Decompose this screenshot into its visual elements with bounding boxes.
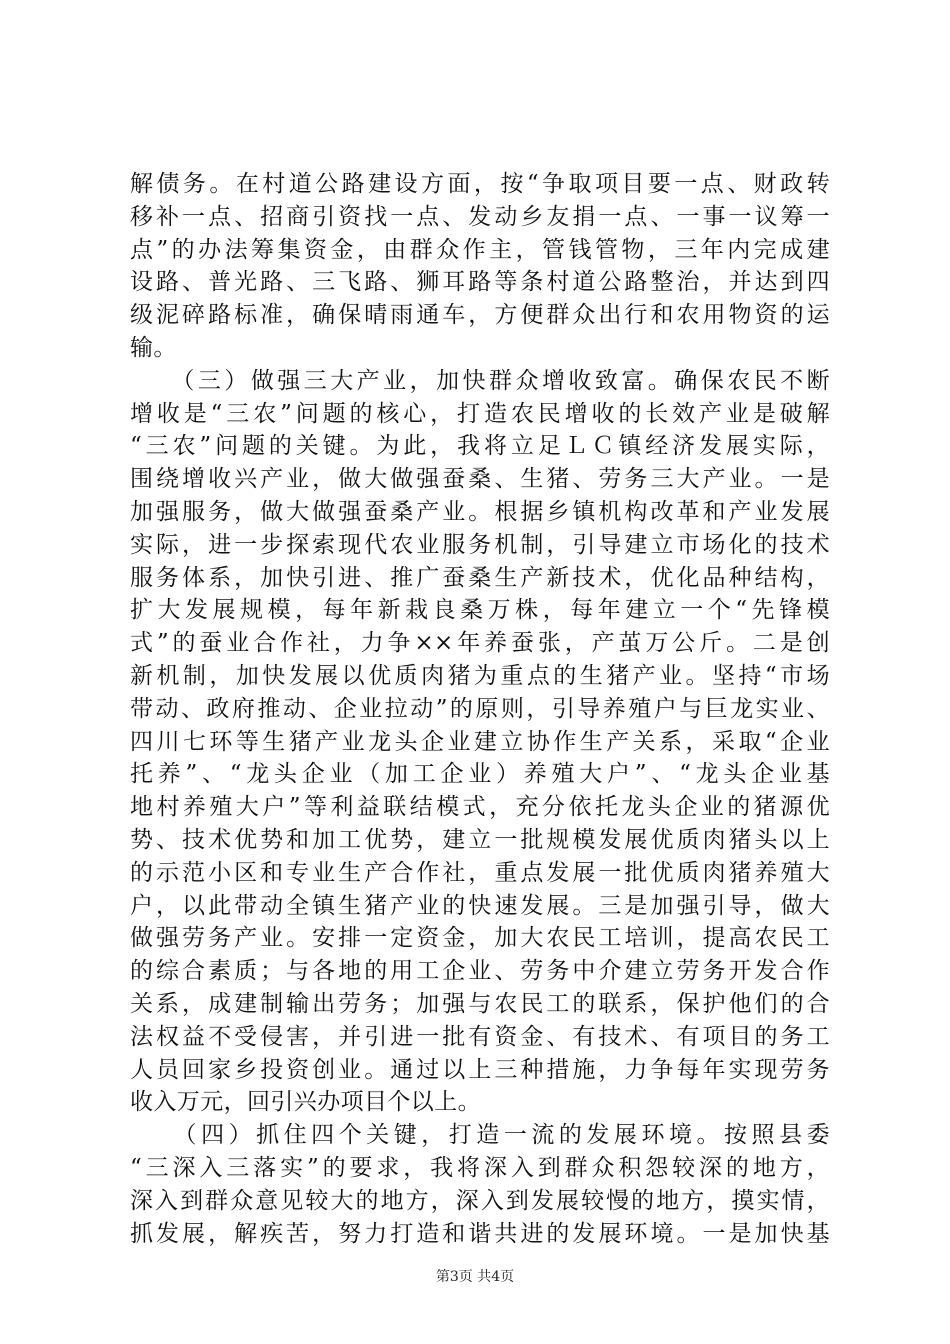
text-line: 点”的办法筹集资金，由群众作主，管钱管物，三年内完成建 — [130, 236, 830, 263]
text-line: 的示范小区和专业生产合作社，重点发展一批优质肉猪养殖大 — [130, 859, 830, 886]
text-line: 人员回家乡投资创业。通过以上三种措施，力争每年实现劳务 — [130, 1056, 830, 1083]
text-line: 深入到群众意见较大的地方，深入到发展较慢的地方，摸实情， — [130, 1187, 830, 1214]
text-line: 设路、普光路、三飞路、狮耳路等条村道公路整治，并达到四 — [130, 269, 830, 296]
text-line: 服务体系，加快引进、推广蚕桑生产新技术，优化品种结构， — [130, 564, 830, 591]
text-line: 移补一点、招商引资找一点、发动乡友捐一点、一事一议筹一 — [130, 203, 830, 230]
text-line: 地村养殖大户”等利益联结模式，充分依托龙头企业的猪源优 — [130, 794, 830, 821]
text-line: 带动、政府推动、企业拉动”的原则，引导养殖户与巨龙实业、 — [130, 695, 830, 722]
text-line: 实际，进一步探索现代农业服务机制，引导建立市场化的技术 — [130, 531, 830, 558]
document-body — [130, 168, 830, 1250]
text-line: 关系，成建制输出劳务；加强与农民工的联系，保护他们的合 — [130, 990, 830, 1017]
text-line: （三）做强三大产业，加快群众增收致富。确保农民不断 — [130, 367, 830, 394]
text-line: 四川七环等生猪产业龙头企业建立协作生产关系，采取“企业 — [130, 728, 830, 755]
text-line: 户，以此带动全镇生猪产业的快速发展。三是加强引导，做大 — [130, 892, 830, 919]
text-line: 抓发展，解疾苦，努力打造和谐共进的发展环境。一是加快基 — [130, 1220, 830, 1247]
text-line: 输。 — [130, 334, 177, 361]
text-line: 新机制，加快发展以优质肉猪为重点的生猪产业。坚持“市场 — [130, 662, 830, 689]
text-line: 扩大发展规模，每年新栽良桑万株，每年建立一个“先锋模 — [130, 597, 830, 624]
text-line: “三农”问题的关键。为此，我将立足ＬＣ镇经济发展实际， — [130, 433, 830, 460]
text-line: 式”的蚕业合作社，力争××年养蚕张，产茧万公斤。二是创 — [130, 630, 830, 657]
text-line: 解债务。在村道公路建设方面，按“争取项目要一点、财政转 — [130, 171, 830, 197]
text-line: 托养”、“龙头企业（加工企业）养殖大户”、“龙头企业基 — [130, 761, 830, 788]
text-line: 势、技术优势和加工优势，建立一批规模发展优质肉猪头以上 — [130, 826, 830, 853]
text-line: （四）抓住四个关键，打造一流的发展环境。按照县委 — [130, 1122, 830, 1149]
text-line: 增收是“三农”问题的核心，打造农民增收的长效产业是破解 — [130, 400, 830, 427]
text-line: 收入万元，回引兴办项目个以上。 — [130, 1089, 481, 1116]
text-line: “三深入三落实”的要求，我将深入到群众积怨较深的地方， — [130, 1154, 830, 1181]
text-line: 加强服务，做大做强蚕桑产业。根据乡镇机构改革和产业发展 — [130, 498, 830, 525]
text-line: 法权益不受侵害，并引进一批有资金、有技术、有项目的务工 — [130, 1023, 830, 1050]
text-line: 级泥碎路标准，确保晴雨通车，方便群众出行和农用物资的运 — [130, 302, 830, 329]
page-footer: 第3页 共4页 — [435, 1269, 515, 1285]
text-line: 的综合素质；与各地的用工企业、劳务中介建立劳务开发合作 — [130, 958, 830, 985]
text-line: 围绕增收兴产业，做大做强蚕桑、生猪、劳务三大产业。一是 — [130, 466, 830, 493]
text-line: 做强劳务产业。安排一定资金，加大农民工培训，提高农民工 — [130, 925, 830, 952]
